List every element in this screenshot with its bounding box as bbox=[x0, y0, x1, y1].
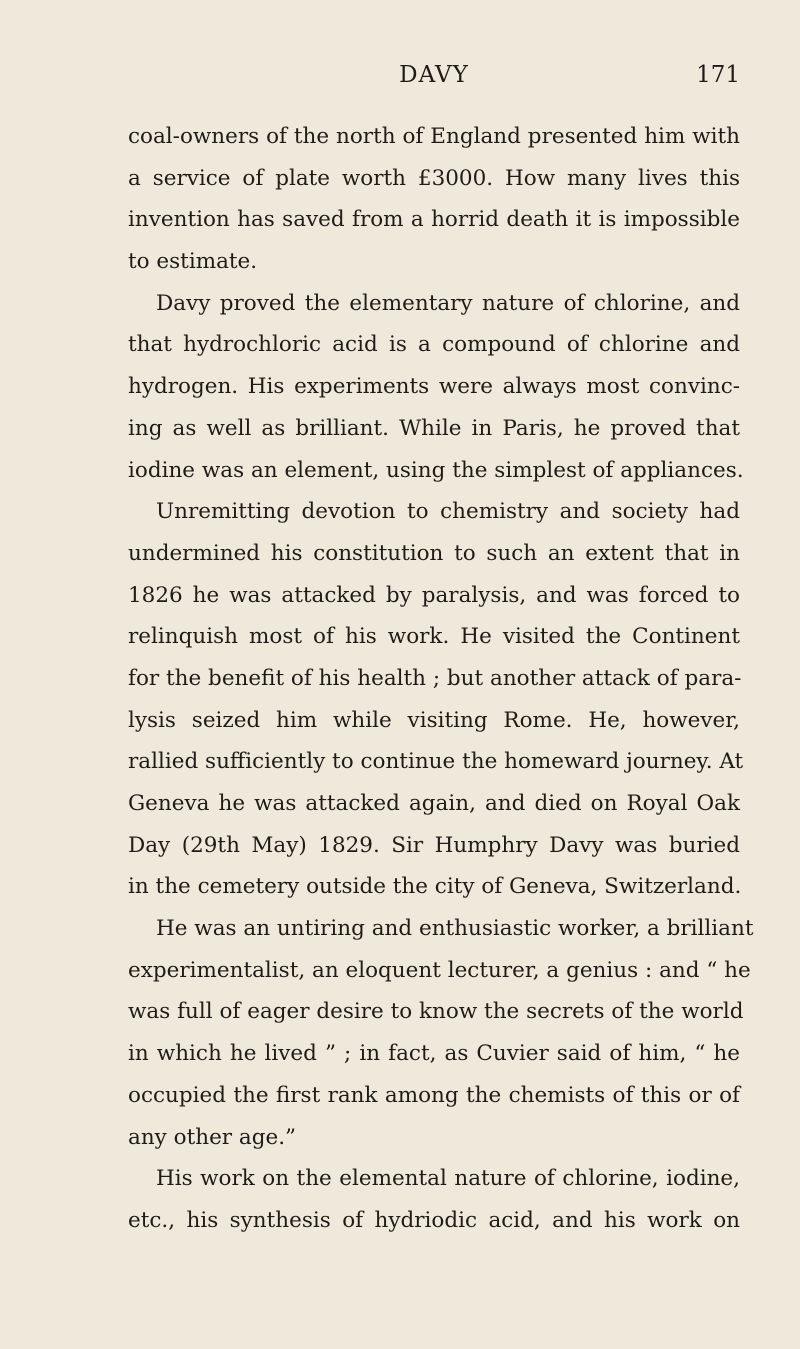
text-line: Day (29th May) 1829. Sir Humphry Davy was buried bbox=[128, 832, 740, 858]
text-line: for the benefit of his health ; but another attack of para- bbox=[128, 665, 742, 691]
text-line: etc., his synthesis of hydriodic acid, and his work on bbox=[128, 1207, 740, 1233]
text-line: relinquish most of his work. He visited the Continent bbox=[128, 624, 740, 650]
running-head: DAVY bbox=[399, 62, 469, 88]
text-line: a service of plate worth £3000. How many lives this bbox=[128, 165, 740, 191]
text-line: Geneva he was attacked again, and died on Royal Oak bbox=[128, 791, 740, 816]
page-header bbox=[128, 62, 740, 102]
text-line: occupied the first rank among the chemists of this or of bbox=[128, 1082, 740, 1108]
text-line: undermined his constitution to such an extent that in bbox=[128, 540, 740, 566]
text-line: iodine was an element, using the simplest of appliances. bbox=[128, 457, 744, 483]
text-line: His work on the elemental nature of chlorine, iodine, bbox=[156, 1166, 740, 1192]
body-text bbox=[128, 116, 754, 1242]
text-line: invention has saved from a horrid death it is impossible bbox=[128, 207, 740, 233]
text-line: in which he lived ” ; in fact, as Cuvier said of him, “ he bbox=[128, 1041, 740, 1067]
text-line: any other age.” bbox=[128, 1124, 297, 1150]
text-line: rallied sufficiently to continue the homeward journey. At bbox=[128, 749, 744, 775]
text-line: experimentalist, an eloquent lecturer, a genius : and “ he bbox=[128, 957, 751, 983]
text-line: 1826 he was attacked by paralysis, and was forced to bbox=[128, 582, 740, 608]
text-line: Davy proved the elementary nature of chlorine, and bbox=[156, 290, 740, 316]
page-number: 171 bbox=[696, 62, 740, 88]
text-line: He was an untiring and enthusiastic worker, a brilliant bbox=[156, 916, 754, 942]
text-line: was full of eager desire to know the secrets of the world bbox=[128, 999, 744, 1025]
text-line: ing as well as brilliant. While in Paris, he proved that bbox=[128, 415, 740, 441]
text-line: in the cemetery outside the city of Geneva, Switzerland. bbox=[128, 874, 742, 900]
text-line: that hydrochloric acid is a compound of chlorine and bbox=[128, 332, 740, 358]
text-line: coal-owners of the north of England presented him with bbox=[128, 124, 740, 149]
text-line: Unremitting devotion to chemistry and society had bbox=[156, 499, 740, 525]
text-line: lysis seized him while visiting Rome. He, however, bbox=[128, 707, 740, 733]
text-line: to estimate. bbox=[128, 249, 258, 275]
text-line: hydrogen. His experiments were always most convinc- bbox=[128, 374, 740, 400]
